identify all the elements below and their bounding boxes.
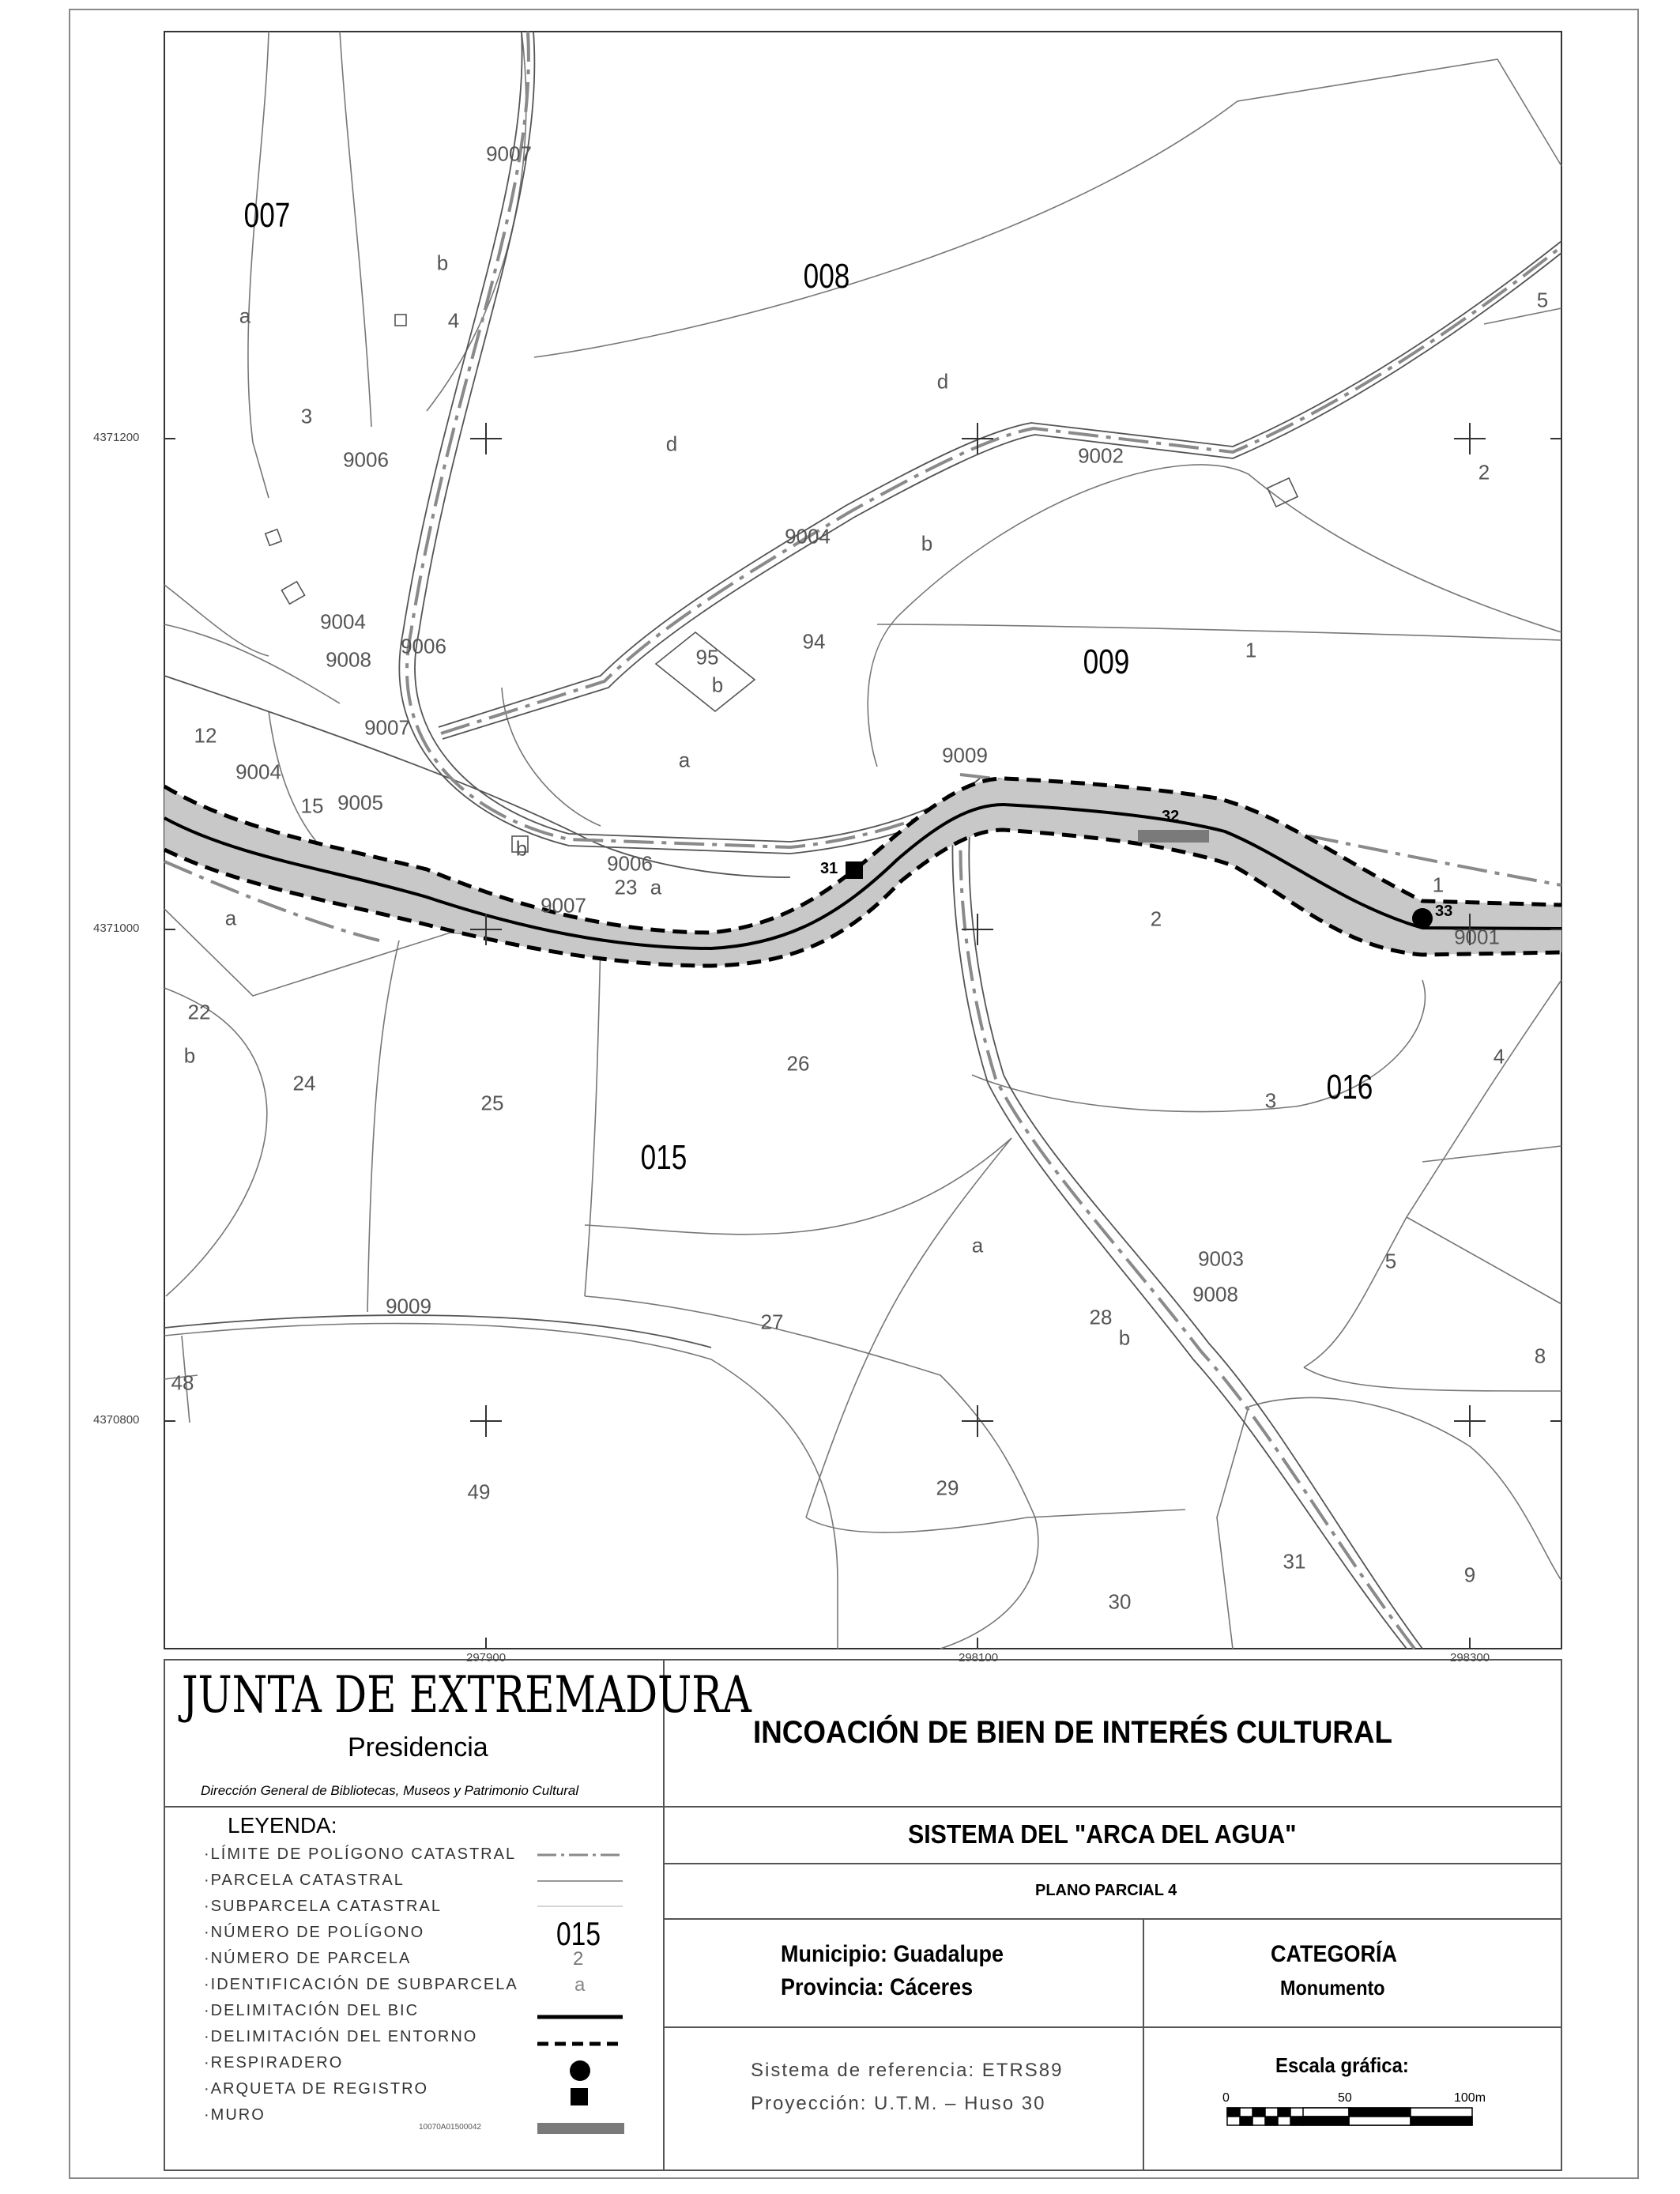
parcel-label: 5 [1384,1249,1397,1273]
y-coordinate-label: 4371000 [93,922,140,935]
subparcel-label: b [711,673,724,697]
map-frame [164,32,1561,1649]
parcel-label: 3 [1264,1088,1277,1113]
legend-title: LEYENDA: [228,1813,337,1838]
municipio: Municipio: Guadalupe [781,1941,1004,1967]
parcel-label: 95 [695,645,719,669]
polygon-label: 015 [640,1138,687,1177]
parcel-label: 30 [1108,1589,1132,1614]
bic-point-label: 32 [1162,808,1180,825]
subparcel-label: b [921,531,933,556]
parcel-label: 48 [171,1370,194,1395]
parcel-label: 25 [480,1091,504,1115]
legend-item: ·DELIMITACIÓN DEL BIC [204,2002,420,2019]
respiradero-marker [1412,908,1433,929]
parcel-label: 12 [194,723,217,748]
reference-system: Sistema de referencia: ETRS89 [751,2060,1064,2081]
parcel-label: 9004 [235,760,281,784]
parcel-label: 2 [1478,460,1490,484]
plan-name: PLANO PARCIAL 4 [1035,1882,1177,1899]
legend-item: ·NÚMERO DE POLÍGONO [204,1924,425,1941]
arqueta-marker [846,861,863,879]
parcel-label: 31 [1283,1549,1306,1574]
parcel-label: 9004 [320,609,366,634]
x-coordinate-label: 297900 [466,1651,507,1664]
stamp-code: 10070A01500042 [419,2123,481,2132]
legend-item: ·PARCELA CATASTRAL [204,1872,405,1889]
org-name: JUNTA DE EXTREMADURA [182,1666,751,1725]
y-coordinate-label: 4370800 [93,1413,140,1427]
parcel-label: 9008 [1192,1282,1238,1306]
parcel-label: 9009 [942,743,988,767]
parcel-label: 9006 [607,851,653,876]
parcel-label: 24 [292,1071,316,1095]
parcel-label: 9008 [326,647,371,672]
parcel-label: 49 [467,1480,491,1504]
subparcel-label: a [239,303,251,328]
subparcel-label: a [971,1233,984,1257]
parcel-label: 9002 [1078,443,1124,468]
legend-item: ·NÚMERO DE PARCELA [204,1950,412,1967]
parcel-label: 23 [614,875,638,899]
bic-point-label: 33 [1435,903,1453,920]
subparcel-label: b [436,251,449,275]
subparcel-label: b [1118,1325,1131,1350]
parcel-label: 8 [1534,1344,1546,1368]
y-coordinate-label: 4371200 [93,431,140,444]
bic-point-label: 31 [820,860,838,877]
parcel-label: 2 [1150,907,1162,931]
legend-sample-subparcel: a [574,1974,586,1996]
legend-item: ·MURO [204,2106,266,2124]
categoria-label: CATEGORÍA [1271,1941,1398,1967]
scale-tick-label: 50 [1338,2091,1352,2105]
parcel-label: 9005 [337,790,383,815]
scale-tick-label: 100m [1454,2091,1486,2105]
subparcel-label: d [936,369,949,394]
system-name: SISTEMA DEL "ARCA DEL AGUA" [908,1819,1297,1849]
legend-item: ·ARQUETA DE REGISTRO [204,2080,429,2098]
subparcel-label: a [678,748,691,772]
categoria-value: Monumento [1280,1976,1385,2000]
parcel-label: 9006 [401,634,446,658]
parcel-label: 1 [1245,638,1257,662]
subparcel-label: b [183,1043,196,1068]
x-coordinate-label: 298300 [1450,1651,1490,1664]
polygon-label: 016 [1326,1068,1373,1106]
parcel-label: 28 [1089,1305,1113,1329]
parcel-label: 26 [786,1051,810,1076]
parcel-boundaries [164,32,1561,1649]
parcel-label: 9007 [486,141,532,166]
scale-tick-label: 0 [1222,2091,1230,2105]
parcel-label: 4 [1493,1044,1505,1069]
legend-sample-parcel: 2 [573,1948,584,1970]
polygon-label: 009 [1083,643,1130,681]
legend-item: ·LÍMITE DE POLÍGONO CATASTRAL [204,1845,517,1863]
legend-item: ·RESPIRADERO [204,2054,344,2071]
road-lines [164,32,1561,1649]
parcel-label: 9003 [1198,1246,1244,1271]
grid-crosses [164,423,1561,1649]
scale-bar [1227,2108,1472,2125]
subparcel-label: d [665,432,678,456]
parcel-label: 9006 [343,447,389,472]
subparcel-label: a [650,875,662,899]
parcel-label: 9007 [541,893,586,918]
parcel-label: 1 [1432,873,1445,897]
parcel-label: 9007 [364,715,410,740]
parcel-label: 22 [187,1000,211,1024]
muro-marker [1138,830,1209,843]
polygon-label: 007 [243,196,291,235]
parcel-label: 3 [300,404,313,428]
parcel-label: 15 [300,794,324,818]
provincia: Provincia: Cáceres [781,1974,974,2000]
parcel-label: 4 [447,308,460,333]
parcel-label: 9004 [785,524,831,548]
document-title: INCOACIÓN DE BIEN DE INTERÉS CULTURAL [753,1715,1392,1750]
parcel-label: 9001 [1454,925,1500,949]
parcel-label: 27 [760,1310,784,1334]
subparcel-label: a [224,906,237,930]
org-directorate: Dirección General de Bibliotecas, Museos y Patrimonio Cultural [201,1783,579,1798]
x-coordinate-label: 298100 [959,1651,999,1664]
legend-item: ·DELIMITACIÓN DEL ENTORNO [204,2028,478,2045]
parcel-label: 5 [1536,288,1549,312]
legend-sample-polygon: 015 [556,1915,601,1952]
scale-label: Escala gráfica: [1275,2053,1409,2077]
parcel-label: 9009 [386,1294,431,1318]
polygon-limits [164,32,1561,1649]
parcel-label: 29 [936,1476,959,1500]
legend-item: ·SUBPARCELA CATASTRAL [204,1898,442,1915]
projection: Proyección: U.T.M. – Huso 30 [751,2093,1046,2114]
polygon-label: 008 [803,257,850,296]
org-subtitle: Presidencia [348,1732,488,1762]
subparcel-label: b [515,836,528,861]
parcel-label: 9 [1463,1563,1476,1587]
parcel-label: 94 [802,629,826,654]
legend-item: ·IDENTIFICACIÓN DE SUBPARCELA [204,1976,518,1993]
